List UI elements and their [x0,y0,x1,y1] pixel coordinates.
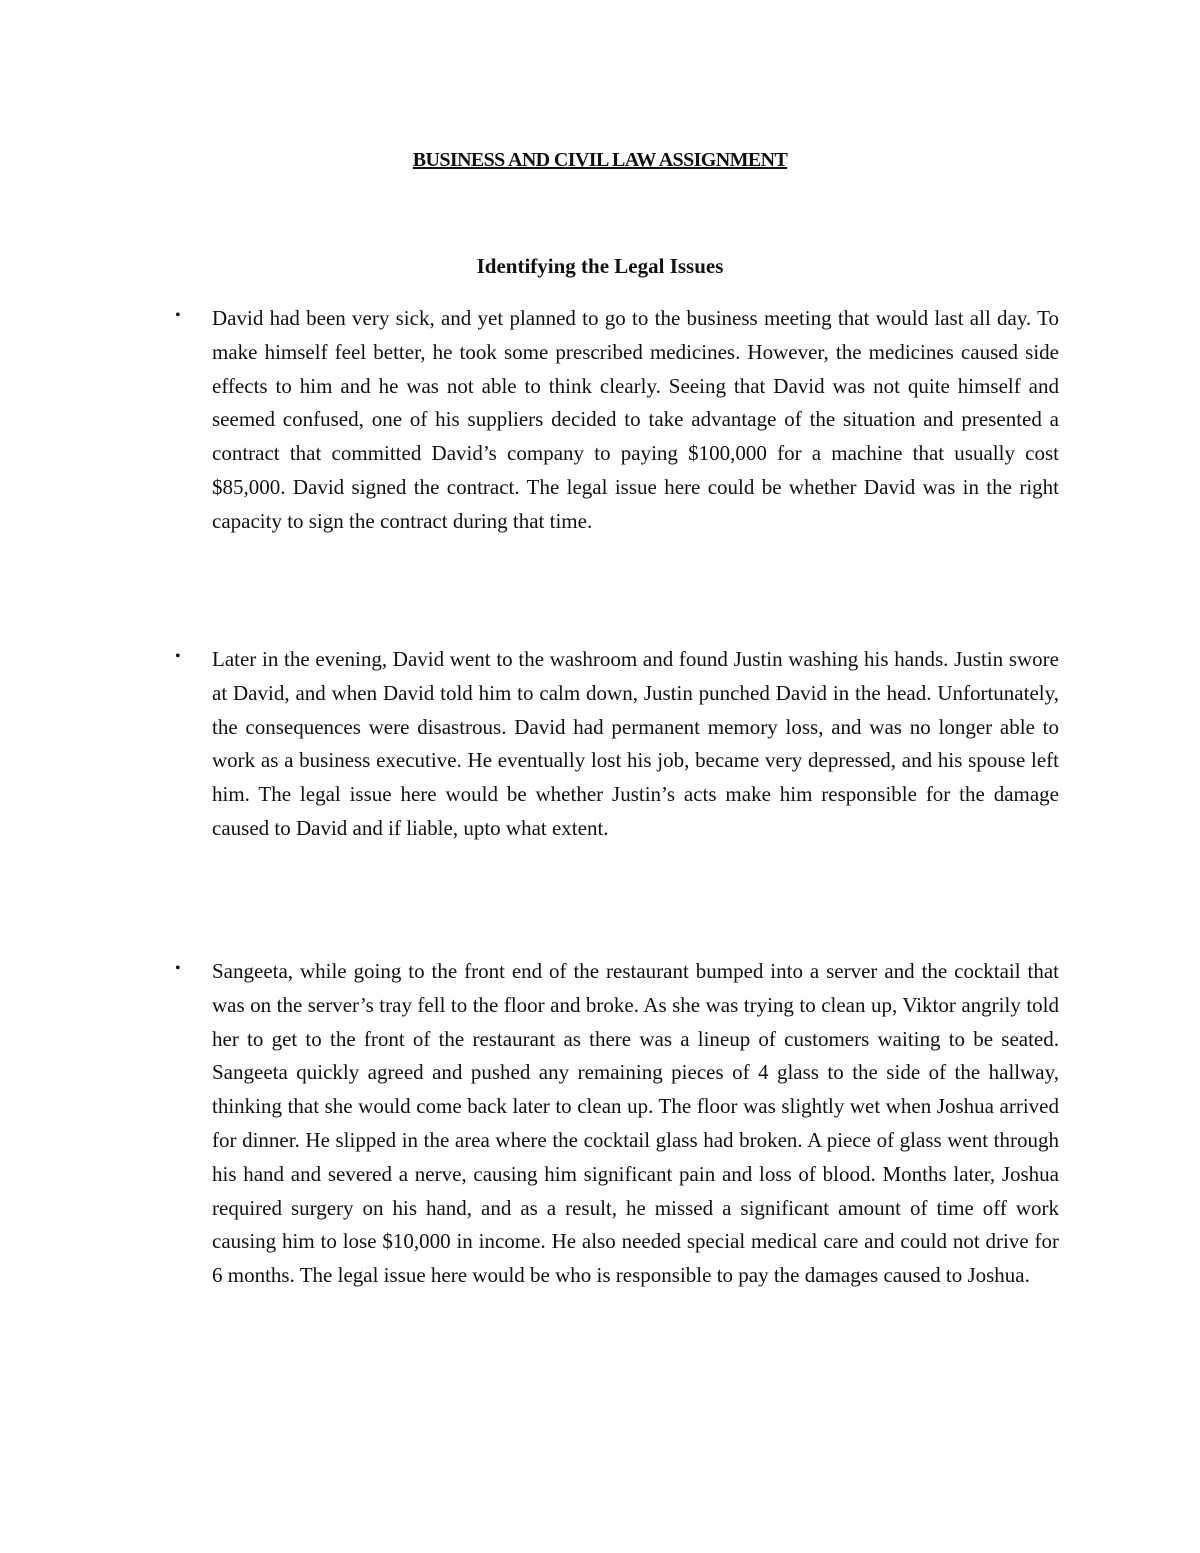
section-heading: Identifying the Legal Issues [476,254,724,278]
document-title: BUSINESS AND CIVIL LAW ASSIGNMENT [412,149,788,171]
bullet-icon: • [175,648,181,665]
bullet-icon: • [175,307,181,324]
issue-paragraph-1: David had been very sick, and yet planned to go to the business meeting that would last all day. To make himself feel better, he took some prescribed medicines. However, the medicines caused side effects to him and he was not able to think clearly. Seeing that David was not quite himself and seemed confused, one of his suppliers decided to take advantage of the situation and presented a contract that committed David’s company to paying $100,000 for a machine that usually cost $85,000. David signed the contract. The legal issue here could be whether David was in the right capacity to sign the contract during that time. [212,306,1059,533]
issue-paragraph-3: Sangeeta, while going to the front end of the restaurant bumped into a server and the cocktail that was on the server’s tray fell to the floor and broke. As she was trying to clean up, Viktor angrily told her to get to the front of the restaurant as there was a lineup of customers waiting to be seated. Sangeeta quickly agreed and pushed any remaining pieces of 4 glass to the side of the hallway, thinking that she would come back later to clean up. The floor was slightly wet when Joshua arrived for dinner. He slipped in the area where the cocktail glass had broken. A piece of glass went through his hand and severed a nerve, causing him significant pain and loss of blood. Months later, Joshua required surgery on his hand, and as a result, he missed a significant amount of time off work causing him to lose $10,000 in income. He also needed special medical care and could not drive for 6 months. The legal issue here would be who is responsible to pay the damages caused to Joshua. [212,959,1059,1288]
bullet-icon: • [175,960,181,977]
issue-paragraph-2: Later in the evening, David went to the washroom and found Justin washing his hands. Justin swore at David, and when David told him to calm down, Justin punched David in the head. Unfortunately, the consequences were disastrous. David had permanent memory loss, and was no longer able to work as a business executive. He eventually lost his job, became very depressed, and his spouse left him. The legal issue here would be whether Justin’s acts make him responsible for the damage caused to David and if liable, upto what extent. [212,647,1059,840]
